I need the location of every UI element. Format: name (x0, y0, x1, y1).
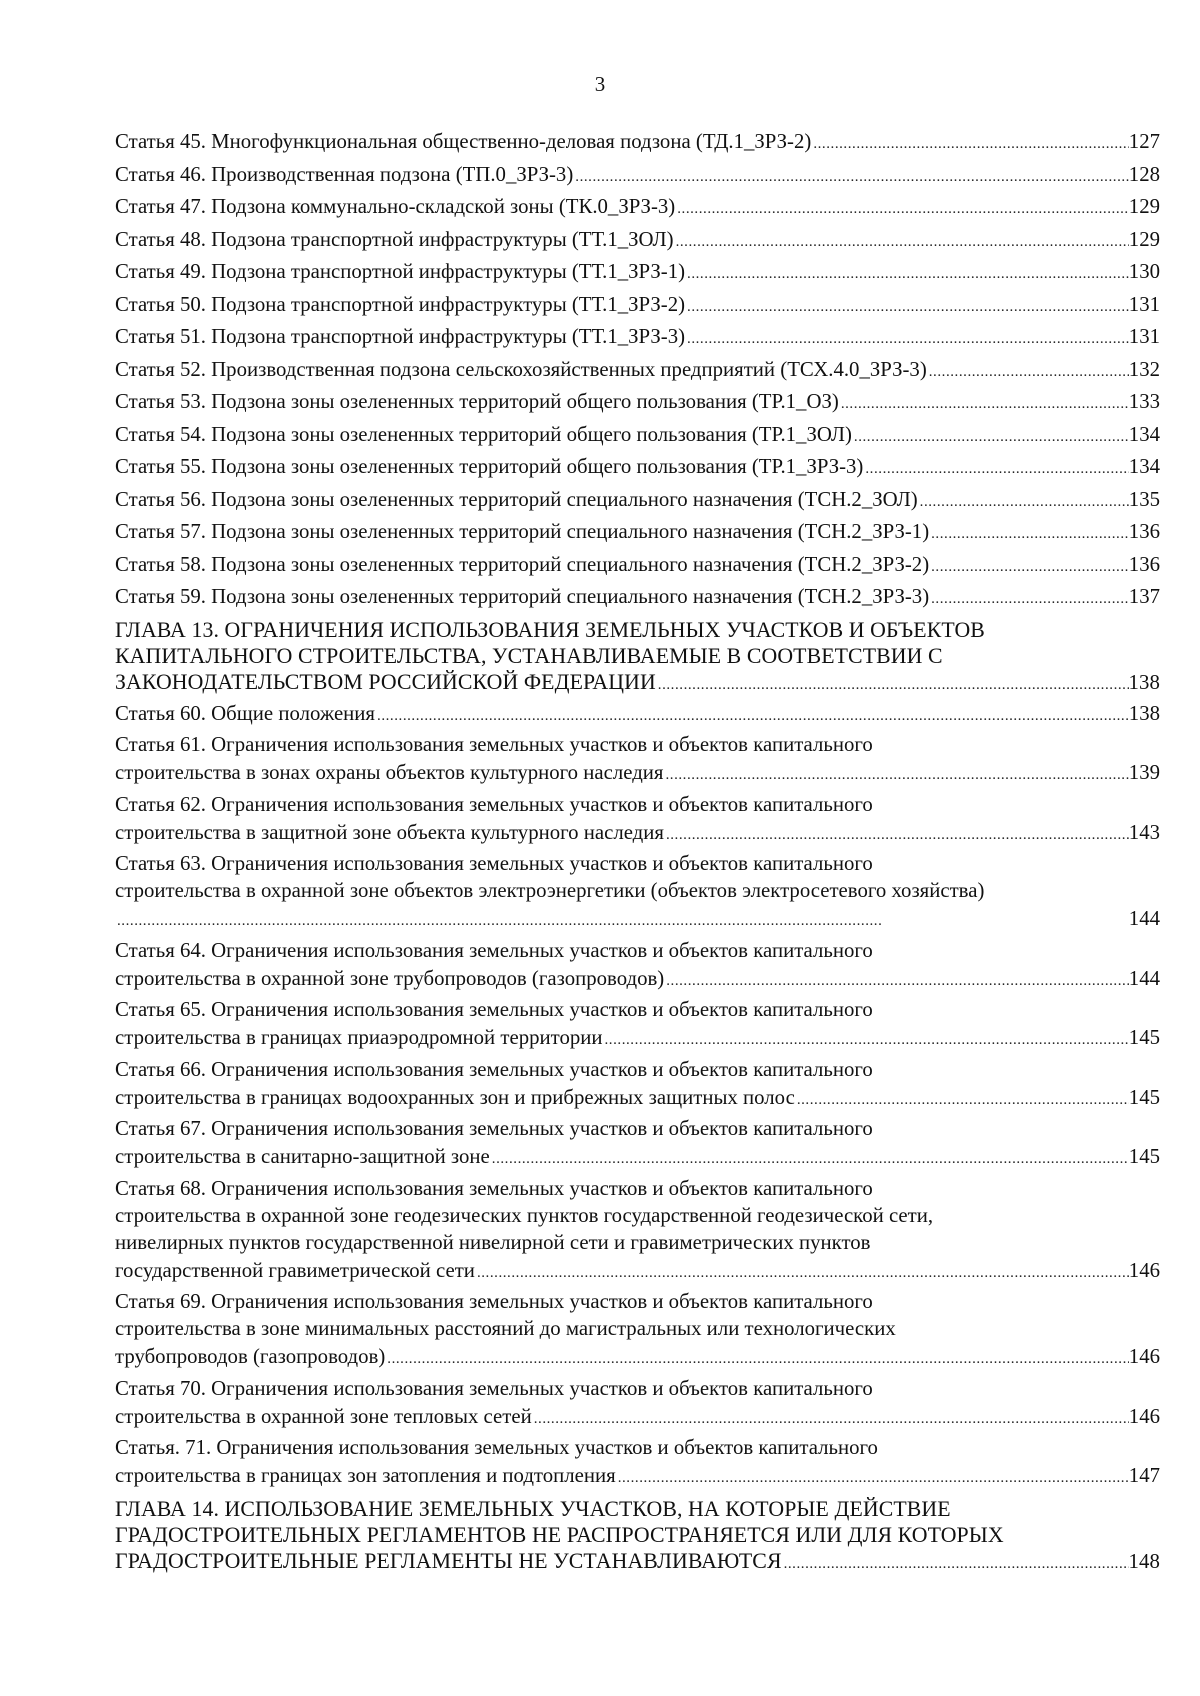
dot-leader (839, 390, 1129, 420)
toc-article-entry[interactable] (115, 1434, 1160, 1494)
toc-article-entry[interactable] (115, 355, 1160, 388)
toc-entry-row (115, 582, 1160, 615)
toc-article-entry[interactable] (115, 1375, 1160, 1435)
toc-page-number: 134 (1128, 422, 1160, 446)
dot-leader (664, 821, 1129, 851)
page-number: 3 (594, 72, 606, 96)
dot-leader (675, 195, 1129, 225)
toc-entry-row (115, 127, 1160, 160)
toc-page-number: 136 (1128, 520, 1160, 543)
toc-entry-text: ГЛАВА 13. ОГРАНИЧЕНИЯ ИСПОЛЬЗОВАНИЯ ЗЕМЕЛЬНЫХ УЧАСТКОВ И ОБЪЕКТОВ (115, 617, 985, 642)
toc-entry-text: строительства в зонах охраны объектов культурного наследия (115, 761, 664, 784)
toc-entry-text: трубопроводов (газопроводов) (115, 1345, 386, 1368)
toc-entry-text: строительства в охранной зоне трубопроводов (газопроводов) (115, 966, 665, 990)
toc-article-entry[interactable] (115, 1056, 1160, 1116)
toc-article-entry[interactable] (115, 160, 1160, 193)
toc-entry-row (115, 192, 1160, 225)
toc-article-entry[interactable] (115, 485, 1160, 518)
toc-entry-text: Статья 62. Ограничения использования земельных участков и объектов капитального (115, 792, 873, 816)
toc-entry-text: строительства в границах зон затопления и подтопления (115, 1464, 616, 1487)
toc-entry-row (115, 1461, 1160, 1494)
dot-leader (490, 1145, 1129, 1175)
toc-entry-row (115, 257, 1160, 290)
toc-entry-text: Статья 53. Подзона зоны озелененных территорий общего пользования (ТР.1_ОЗ) (115, 390, 839, 413)
dot-leader (929, 520, 1129, 550)
toc-entry-row (115, 1402, 1160, 1435)
dot-leader (664, 967, 1129, 997)
dot-leader (685, 293, 1129, 323)
toc-entry-row (115, 758, 1160, 791)
toc-page-number: 144 (1128, 966, 1160, 990)
toc-entry-row (115, 1142, 1160, 1175)
toc-entry-text: Статья 47. Подзона коммунально-складской зоны (ТК.0_ЗРЗ-3) (115, 195, 676, 218)
toc-entry-row (115, 452, 1160, 485)
toc-article-entry[interactable] (115, 850, 1160, 937)
toc-entry-text: строительства в охранной зоне геодезических пунктов государственной геодезической сети, (115, 1203, 934, 1227)
toc-page-number: 131 (1128, 325, 1160, 348)
toc-page-number: 136 (1128, 552, 1160, 576)
toc-entry-text: строительства в санитарно-защитной зоне (115, 1145, 490, 1168)
dot-leader (115, 907, 1129, 937)
toc-page-number: 138 (1128, 670, 1160, 694)
toc-entry-text: Статья 63. Ограничения использования земельных участков и объектов капитального (115, 852, 873, 875)
dot-leader (863, 455, 1128, 485)
toc-entry-row (115, 669, 1160, 698)
toc-article-entry[interactable] (115, 1288, 1160, 1375)
toc-entry-text: ГЛАВА 14. ИСПОЛЬЗОВАНИЕ ЗЕМЕЛЬНЫХ УЧАСТКОВ, НА КОТОРЫЕ ДЕЙСТВИЕ (115, 1496, 951, 1521)
dot-leader (674, 228, 1129, 258)
toc-page-number: 130 (1128, 260, 1160, 283)
toc-article-entry[interactable] (115, 937, 1160, 997)
dot-leader (663, 761, 1128, 791)
dot-leader (616, 1464, 1129, 1494)
toc-entry-text: Статья 51. Подзона транспортной инфраструктуры (ТТ.1_ЗРЗ-3) (115, 325, 686, 348)
toc-article-entry[interactable] (115, 1115, 1160, 1175)
toc-entry-text: ГРАДОСТРОИТЕЛЬНЫХ РЕГЛАМЕНТОВ НЕ РАСПРОСТРАНЯЕТСЯ ИЛИ ДЛЯ КОТОРЫХ (115, 1522, 1004, 1547)
toc-entry-text: Статья 61. Ограничения использования земельных участков и объектов капитального (115, 733, 873, 756)
toc-article-entry[interactable] (115, 420, 1160, 453)
toc-entry-text: Статья 50. Подзона транспортной инфраструктуры (ТТ.1_ЗРЗ-2) (115, 292, 686, 316)
toc-page-number: 144 (1128, 907, 1160, 930)
dot-leader (811, 130, 1128, 160)
dot-leader (929, 553, 1129, 583)
toc-entry-text: Статья 56. Подзона зоны озелененных территорий специального назначения (ТСН.2_ЗОЛ) (115, 487, 918, 511)
toc-article-entry[interactable] (115, 452, 1160, 485)
toc-entry-text: Статья 46. Производственная подзона (ТП.0_ЗРЗ-3) (115, 162, 574, 186)
toc-entry-text: Статья 68. Ограничения использования земельных участков и объектов капитального (115, 1176, 873, 1200)
toc-entry-text: Статья 57. Подзона зоны озелененных территорий специального назначения (ТСН.2_ЗРЗ-1) (115, 520, 930, 543)
toc-entry-text: КАПИТАЛЬНОГО СТРОИТЕЛЬСТВА, УСТАНАВЛИВАЕМЫЕ В СООТВЕТСТВИИ С (115, 643, 943, 668)
toc-page-number: 146 (1128, 1258, 1160, 1282)
toc-entry-row (115, 290, 1160, 323)
dot-leader (475, 1259, 1129, 1289)
toc-entry-text: Статья 54. Подзона зоны озелененных территорий общего пользования (ТР.1_ЗОЛ) (115, 422, 852, 446)
toc-page-number: 139 (1128, 761, 1160, 784)
dot-leader (573, 163, 1129, 193)
toc-article-entry[interactable] (115, 550, 1160, 583)
toc-entry-text: нивелирных пунктов государственной нивелирной сети и гравиметрических пунктов (115, 1230, 871, 1254)
toc-entry-text: строительства в охранной зоне тепловых сетей (115, 1404, 532, 1428)
toc-page-number: 148 (1128, 1549, 1160, 1573)
toc-article-entry[interactable] (115, 192, 1160, 225)
toc-entry-text: строительства в охранной зоне объектов электроэнергетики (объектов электросетевого хозяйства) (115, 879, 985, 902)
toc-page-number: 143 (1128, 820, 1160, 844)
toc-entry-row (115, 517, 1160, 550)
toc-entry-text: ГРАДОСТРОИТЕЛЬНЫЕ РЕГЛАМЕНТЫ НЕ УСТАНАВЛИВАЮТСЯ (115, 1548, 782, 1573)
dot-leader (375, 702, 1129, 732)
dot-leader (385, 1345, 1129, 1375)
toc-page-number: 128 (1128, 162, 1160, 186)
toc-entry-text: Статья 65. Ограничения использования земельных участков и объектов капитального (115, 998, 873, 1021)
toc-entry-text: строительства в границах водоохранных зон и прибрежных защитных полос (115, 1085, 795, 1109)
toc-entry-text: ЗАКОНОДАТЕЛЬСТВОМ РОССИЙСКОЙ ФЕДЕРАЦИИ (115, 669, 656, 694)
toc-page-number: 145 (1128, 1145, 1160, 1168)
toc-article-entry[interactable] (115, 387, 1160, 420)
toc-entry-row (115, 964, 1160, 997)
toc-entry-text: Статья 49. Подзона транспортной инфраструктуры (ТТ.1_ЗРЗ-1) (115, 260, 686, 283)
toc-chapter-entry[interactable] (115, 1494, 1160, 1578)
toc-article-entry[interactable] (115, 257, 1160, 290)
toc-page-number: 146 (1128, 1345, 1160, 1368)
toc-page-number: 133 (1128, 390, 1160, 413)
toc-page-number: 132 (1128, 357, 1160, 381)
toc-entry-row (115, 485, 1160, 518)
toc-entry-text: Статья 58. Подзона зоны озелененных территорий специального назначения (ТСН.2_ЗРЗ-2) (115, 552, 930, 576)
toc-article-entry[interactable] (115, 1175, 1160, 1289)
dot-leader (795, 1086, 1129, 1116)
toc-entry-row (115, 1023, 1160, 1056)
toc-entry-text: государственной гравиметрической сети (115, 1258, 475, 1282)
dot-leader (782, 1551, 1129, 1577)
dot-leader (918, 488, 1129, 518)
toc-entry-text: Статья 67. Ограничения использования земельных участков и объектов капитального (115, 1117, 873, 1140)
toc-entry-row (115, 818, 1160, 851)
toc-page-number: 137 (1128, 585, 1160, 608)
toc-article-entry[interactable] (115, 699, 1160, 732)
toc-page-number: 145 (1128, 1085, 1160, 1109)
toc-entry-text: Статья. 71. Ограничения использования земельных участков и объектов капитального (115, 1436, 878, 1459)
toc-article-entry[interactable] (115, 127, 1160, 160)
toc-page-number: 129 (1128, 195, 1160, 218)
toc-entry-text: Статья 70. Ограничения использования земельных участков и объектов капитального (115, 1376, 873, 1400)
toc-entry-row (115, 322, 1160, 355)
table-of-contents (115, 127, 1160, 1578)
toc-entry-text: строительства в границах приаэродромной территории (115, 1026, 603, 1049)
toc-page-number: 147 (1128, 1464, 1160, 1487)
toc-article-entry[interactable] (115, 791, 1160, 851)
toc-entry-row (115, 225, 1160, 258)
toc-entry-row (115, 160, 1160, 193)
toc-entry-row (115, 420, 1160, 453)
toc-article-entry[interactable] (115, 517, 1160, 550)
dot-leader (532, 1405, 1129, 1435)
toc-entry-row (115, 1342, 1160, 1375)
toc-entry-row (115, 550, 1160, 583)
toc-entry-row (115, 699, 1160, 732)
toc-entry-row (115, 904, 1160, 937)
toc-entry-row (115, 1256, 1160, 1289)
toc-entry-text: строительства в зоне минимальных расстояний до магистральных или технологических (115, 1317, 896, 1340)
toc-entry-text: Статья 66. Ограничения использования земельных участков и объектов капитального (115, 1057, 873, 1081)
toc-article-entry[interactable] (115, 290, 1160, 323)
toc-page-number: 135 (1128, 487, 1160, 511)
toc-entry-text: Статья 48. Подзона транспортной инфраструктуры (ТТ.1_ЗОЛ) (115, 227, 674, 251)
toc-page-number: 127 (1128, 130, 1160, 153)
toc-chapter-entry[interactable] (115, 615, 1160, 699)
toc-entry-text: строительства в защитной зоне объекта культурного наследия (115, 820, 664, 844)
toc-entry-text: Статья 52. Производственная подзона сельскохозяйственных предприятий (ТСХ.4.0_ЗРЗ-3) (115, 357, 927, 381)
dot-leader (685, 260, 1129, 290)
toc-page-number: 146 (1128, 1404, 1160, 1428)
toc-entry-text: Статья 45. Многофункциональная общественно-деловая подзона (ТД.1_ЗРЗ-2) (115, 130, 812, 153)
toc-article-entry[interactable] (115, 322, 1160, 355)
toc-page-number: 129 (1128, 227, 1160, 251)
toc-entry-text: Статья 60. Общие положения (115, 701, 376, 725)
dot-leader (852, 423, 1129, 453)
toc-article-entry[interactable] (115, 225, 1160, 258)
toc-entry-text: Статья 59. Подзона зоны озелененных территорий специального назначения (ТСН.2_ЗРЗ-3) (115, 585, 930, 608)
dot-leader (603, 1026, 1129, 1056)
toc-page-number: 134 (1128, 455, 1160, 478)
toc-page-number: 138 (1128, 701, 1160, 725)
toc-entry-row (115, 355, 1160, 388)
toc-article-entry[interactable] (115, 731, 1160, 791)
toc-article-entry[interactable] (115, 582, 1160, 615)
toc-entry-row (115, 1548, 1160, 1577)
dot-leader (685, 325, 1129, 355)
toc-entry-text: Статья 55. Подзона зоны озелененных территорий общего пользования (ТР.1_ЗРЗ-3) (115, 455, 864, 478)
dot-leader (927, 358, 1129, 388)
toc-entry-row (115, 387, 1160, 420)
toc-entry-text: Статья 69. Ограничения использования земельных участков и объектов капитального (115, 1290, 873, 1313)
toc-entry-text: Статья 64. Ограничения использования земельных участков и объектов капитального (115, 938, 873, 962)
toc-entry-row (115, 1083, 1160, 1116)
toc-article-entry[interactable] (115, 996, 1160, 1056)
toc-page-number: 145 (1128, 1026, 1160, 1049)
dot-leader (656, 672, 1129, 698)
dot-leader (929, 585, 1129, 615)
toc-page-number: 131 (1128, 292, 1160, 316)
